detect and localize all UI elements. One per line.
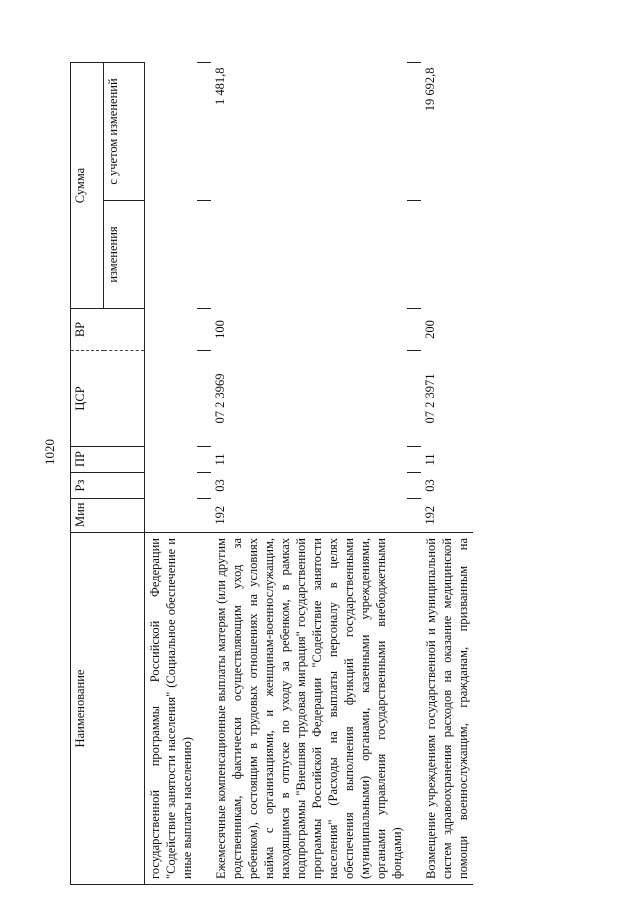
row-min (145, 499, 198, 533)
col-header-changes: изменения (104, 201, 145, 309)
col-header-vr: ВР (71, 309, 145, 351)
row-changes (421, 201, 473, 309)
table-row (211, 63, 407, 885)
row-spacer (407, 63, 421, 885)
row-vr (145, 309, 198, 351)
col-header-sum: Сумма (71, 63, 104, 309)
row-min: 192 (423, 505, 437, 525)
row-rz: 03 (213, 479, 227, 492)
table-row (145, 63, 198, 885)
row-spacer (197, 63, 211, 885)
row-with-changes: 1 481,8 (213, 67, 227, 105)
col-header-rz: Рз (71, 473, 145, 499)
row-pr (145, 447, 198, 473)
col-header-min: Мин (71, 499, 145, 533)
col-header-pr: ПР (71, 447, 145, 473)
row-csr: 07 2 3969 (213, 373, 227, 424)
row-name: государственной программы Российской Федерации "Содействие занятости населения" (Социальное обеспечение и иные выплаты населению) (145, 533, 198, 885)
table-row (421, 63, 473, 885)
row-changes (145, 201, 198, 309)
row-changes (211, 201, 407, 309)
row-with-changes (145, 63, 198, 201)
row-csr: 07 2 3971 (423, 373, 437, 424)
row-vr: 200 (423, 320, 437, 339)
row-rz: 03 (423, 479, 437, 492)
row-name: Ежемесячные компенсационные выплаты матерям (или другим родственникам, фактически осуществляющим уход за ребенком), состоящим в трудовых отношениях на условиях найма с организациями, и женщинам-военнослужащим, находящимся в отпуске по уходу за ребенком, в рамках подпрограммы "Внешняя трудовая миграция" государственной программы Российской Федерации "Содействие занятости населения" (Расходы на выплаты персоналу в целях обеспечения выполнения функций государственными (муниципальными) органами, казенными учреждениями, органами управления государственными внебюджетными фондами) (211, 533, 407, 885)
row-rz (145, 473, 198, 499)
row-csr (145, 351, 198, 447)
col-header-csr: ЦСР (71, 351, 145, 447)
row-min: 192 (213, 505, 227, 525)
page-number: 1020 (42, 439, 57, 465)
row-pr: 11 (423, 453, 437, 466)
budget-table (70, 62, 473, 885)
row-with-changes: 19 692,8 (423, 67, 437, 112)
row-name: Возмещение учреждениям государственной и муниципальной систем здравоохранения расходов на оказание медицинской помощи военнослужащим, гражданам, призванным на (421, 533, 473, 885)
row-pr: 11 (213, 453, 227, 466)
col-header-with-changes: с учетом изменений (104, 63, 145, 201)
col-header-name: Наименование (71, 533, 145, 885)
row-vr: 100 (213, 320, 227, 339)
